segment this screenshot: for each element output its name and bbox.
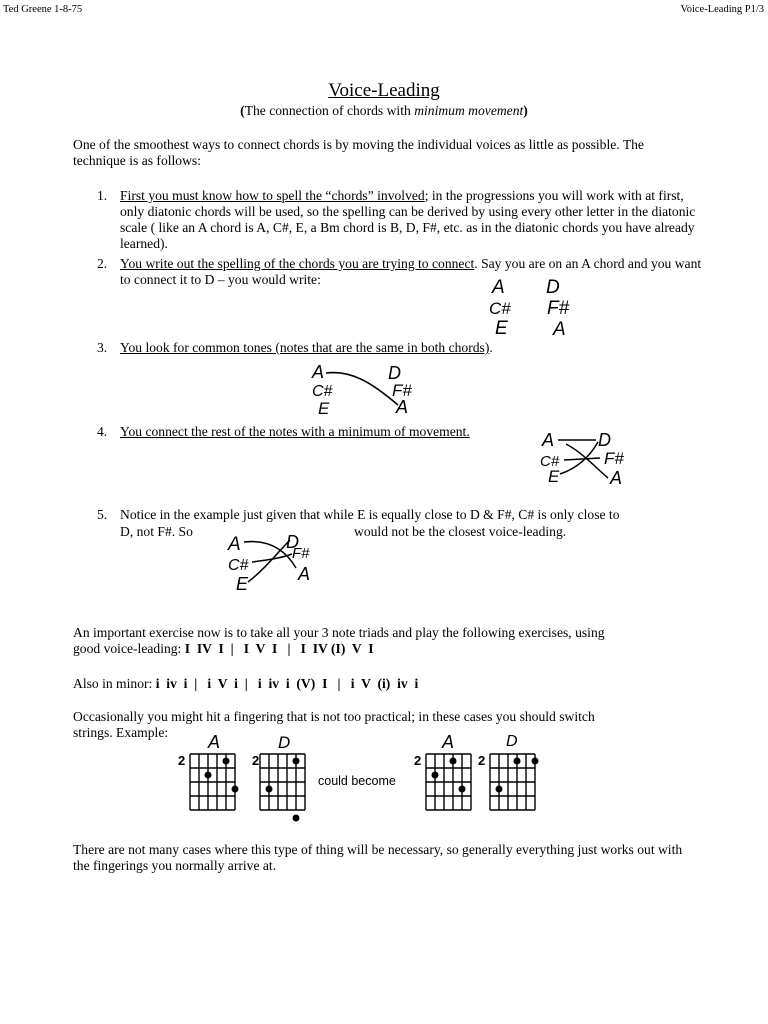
- exercise-minor-progression: i iv i | i V i | i iv i (V) I | i V (i) iv i: [155, 676, 419, 691]
- fret-label-3: 2: [414, 753, 422, 768]
- step-3-number: 3.: [97, 340, 108, 355]
- exercise-lead: good voice-leading:: [73, 641, 182, 656]
- step-5-line-2b: would not be the closest voice-leading.: [354, 524, 567, 539]
- step-2: [120, 256, 705, 288]
- exercise-major-progression: I IV I | I V I | I IV (I) V I: [184, 641, 374, 656]
- page-title: Voice-Leading: [328, 80, 440, 101]
- fingering-line-2: strings. Example:: [73, 725, 169, 740]
- fig5-note-f-sharp: F#: [292, 545, 310, 562]
- fig4-note-e: E: [548, 467, 560, 486]
- fig3-note-e: E: [318, 399, 330, 418]
- minor-label: Also in minor:: [73, 676, 153, 691]
- chord-spelling-figure: [485, 274, 595, 338]
- step-4-underlined: You connect the rest of the notes with a minimum of movement.: [120, 424, 470, 439]
- note-e: E: [495, 318, 508, 339]
- step-5-line-1: Notice in the example just given that while E is equally close to D & F#, C# is only close to: [120, 507, 620, 522]
- fingering-paragraph: Occasionally you might hit a fingering that is not too practical; in these cases you should switch: [73, 709, 595, 724]
- fig5-note-a: A: [228, 534, 241, 555]
- fig4-note-f-sharp: F#: [604, 449, 624, 468]
- chord-diagram-a-2: [426, 754, 471, 810]
- intro-paragraph: One of the smoothest ways to connect chords is by moving the individual voices as little as possible. The technique is as follows:: [73, 137, 644, 168]
- subtitle-open: (: [240, 103, 245, 118]
- step-5-number: 5.: [97, 507, 108, 522]
- chord-diagram-d-2: [490, 754, 539, 810]
- exercise-paragraph: An important exercise now is to take all your 3 note triads and play the following exercises, using: [73, 625, 605, 640]
- fret-label-2: 2: [252, 753, 260, 768]
- step-2-rest: . Say you are on an A chord and you want to connect it to D – you would write:: [120, 256, 702, 287]
- fig3-note-c-sharp: C#: [312, 383, 333, 400]
- fig5-note-c-sharp: C#: [228, 557, 249, 574]
- fig3-note-a-second: A: [396, 397, 409, 417]
- diagram-label-a-2: A: [442, 732, 455, 752]
- subtitle: [0, 103, 768, 119]
- fig4-note-a-second: A: [610, 468, 623, 488]
- diagram-label-d-2: D: [506, 733, 518, 750]
- step-1-underlined: First you must know how to spell the “chords” involved: [120, 188, 425, 203]
- step-3: [120, 340, 700, 356]
- fret-label-1: 2: [178, 753, 186, 768]
- step-3-rest: .: [489, 340, 493, 355]
- could-become-label: could become: [318, 774, 396, 788]
- connection-figure: [538, 428, 648, 490]
- header-right: Voice-Leading P1/3: [680, 4, 764, 15]
- fig5-note-d: D: [286, 532, 299, 552]
- subtitle-close: ): [523, 103, 528, 118]
- step-3-underlined: You look for common tones (notes that are the same in both chords): [120, 340, 490, 355]
- fig5-note-e: E: [236, 574, 249, 594]
- diagram-label-a-1: A: [208, 732, 221, 752]
- header-left: Ted Greene 1-8-75: [3, 4, 83, 15]
- fig3-note-d: D: [388, 363, 401, 383]
- step-5-line-2a: D, not F#. So: [120, 524, 193, 539]
- note-f-sharp: F#: [547, 298, 570, 319]
- fig4-note-d: D: [598, 430, 611, 450]
- minor-exercise-line: [73, 676, 418, 692]
- bad-connection-figure: [222, 528, 334, 594]
- subtitle-text: The connection of chords with: [244, 103, 415, 118]
- common-tones-figure: [306, 360, 426, 418]
- fig3-note-a: A: [312, 362, 325, 382]
- fret-label-4: 2: [478, 753, 486, 768]
- note-d: D: [546, 277, 560, 298]
- line5-cs-fs: [252, 554, 292, 562]
- exercise-line-2: [73, 641, 374, 657]
- note-a: A: [492, 277, 505, 298]
- line-cs-fs: [564, 458, 600, 460]
- step-2-number: 2.: [97, 256, 108, 271]
- closing-paragraph: There are not many cases where this type of thing will be necessary, so generally everything just works out with the fingerings you normally arrive at.: [73, 842, 683, 873]
- subtitle-emphasis: minimum movement: [414, 103, 524, 118]
- fig4-note-c-sharp: C#: [540, 453, 560, 470]
- fig3-note-f-sharp: F#: [392, 381, 412, 400]
- step-4-number: 4.: [97, 424, 108, 439]
- step-1-number: 1.: [97, 188, 108, 203]
- chord-diagram-d-1: [260, 754, 305, 822]
- diagram-label-d-1: D: [278, 733, 291, 752]
- note-c-sharp: C#: [489, 299, 511, 318]
- fig5-note-a-second: A: [298, 564, 311, 584]
- chord-diagram-a-1: [190, 754, 239, 810]
- fig4-note-a: A: [542, 430, 555, 450]
- step-1: [120, 188, 700, 252]
- note-a-second: A: [553, 319, 566, 340]
- step-1-rest: ; in the progressions you will work with at first, only diatonic chords will be used, so the spelling can be derived by using every other letter in the diatonic scale ( like an A chord is A, C#, E, a Bm chord is B, D, F#, etc. as in the diatonic chords you have already learned).: [120, 188, 696, 251]
- step-2-underlined: You write out the spelling of the chords you are trying to connect: [120, 256, 475, 271]
